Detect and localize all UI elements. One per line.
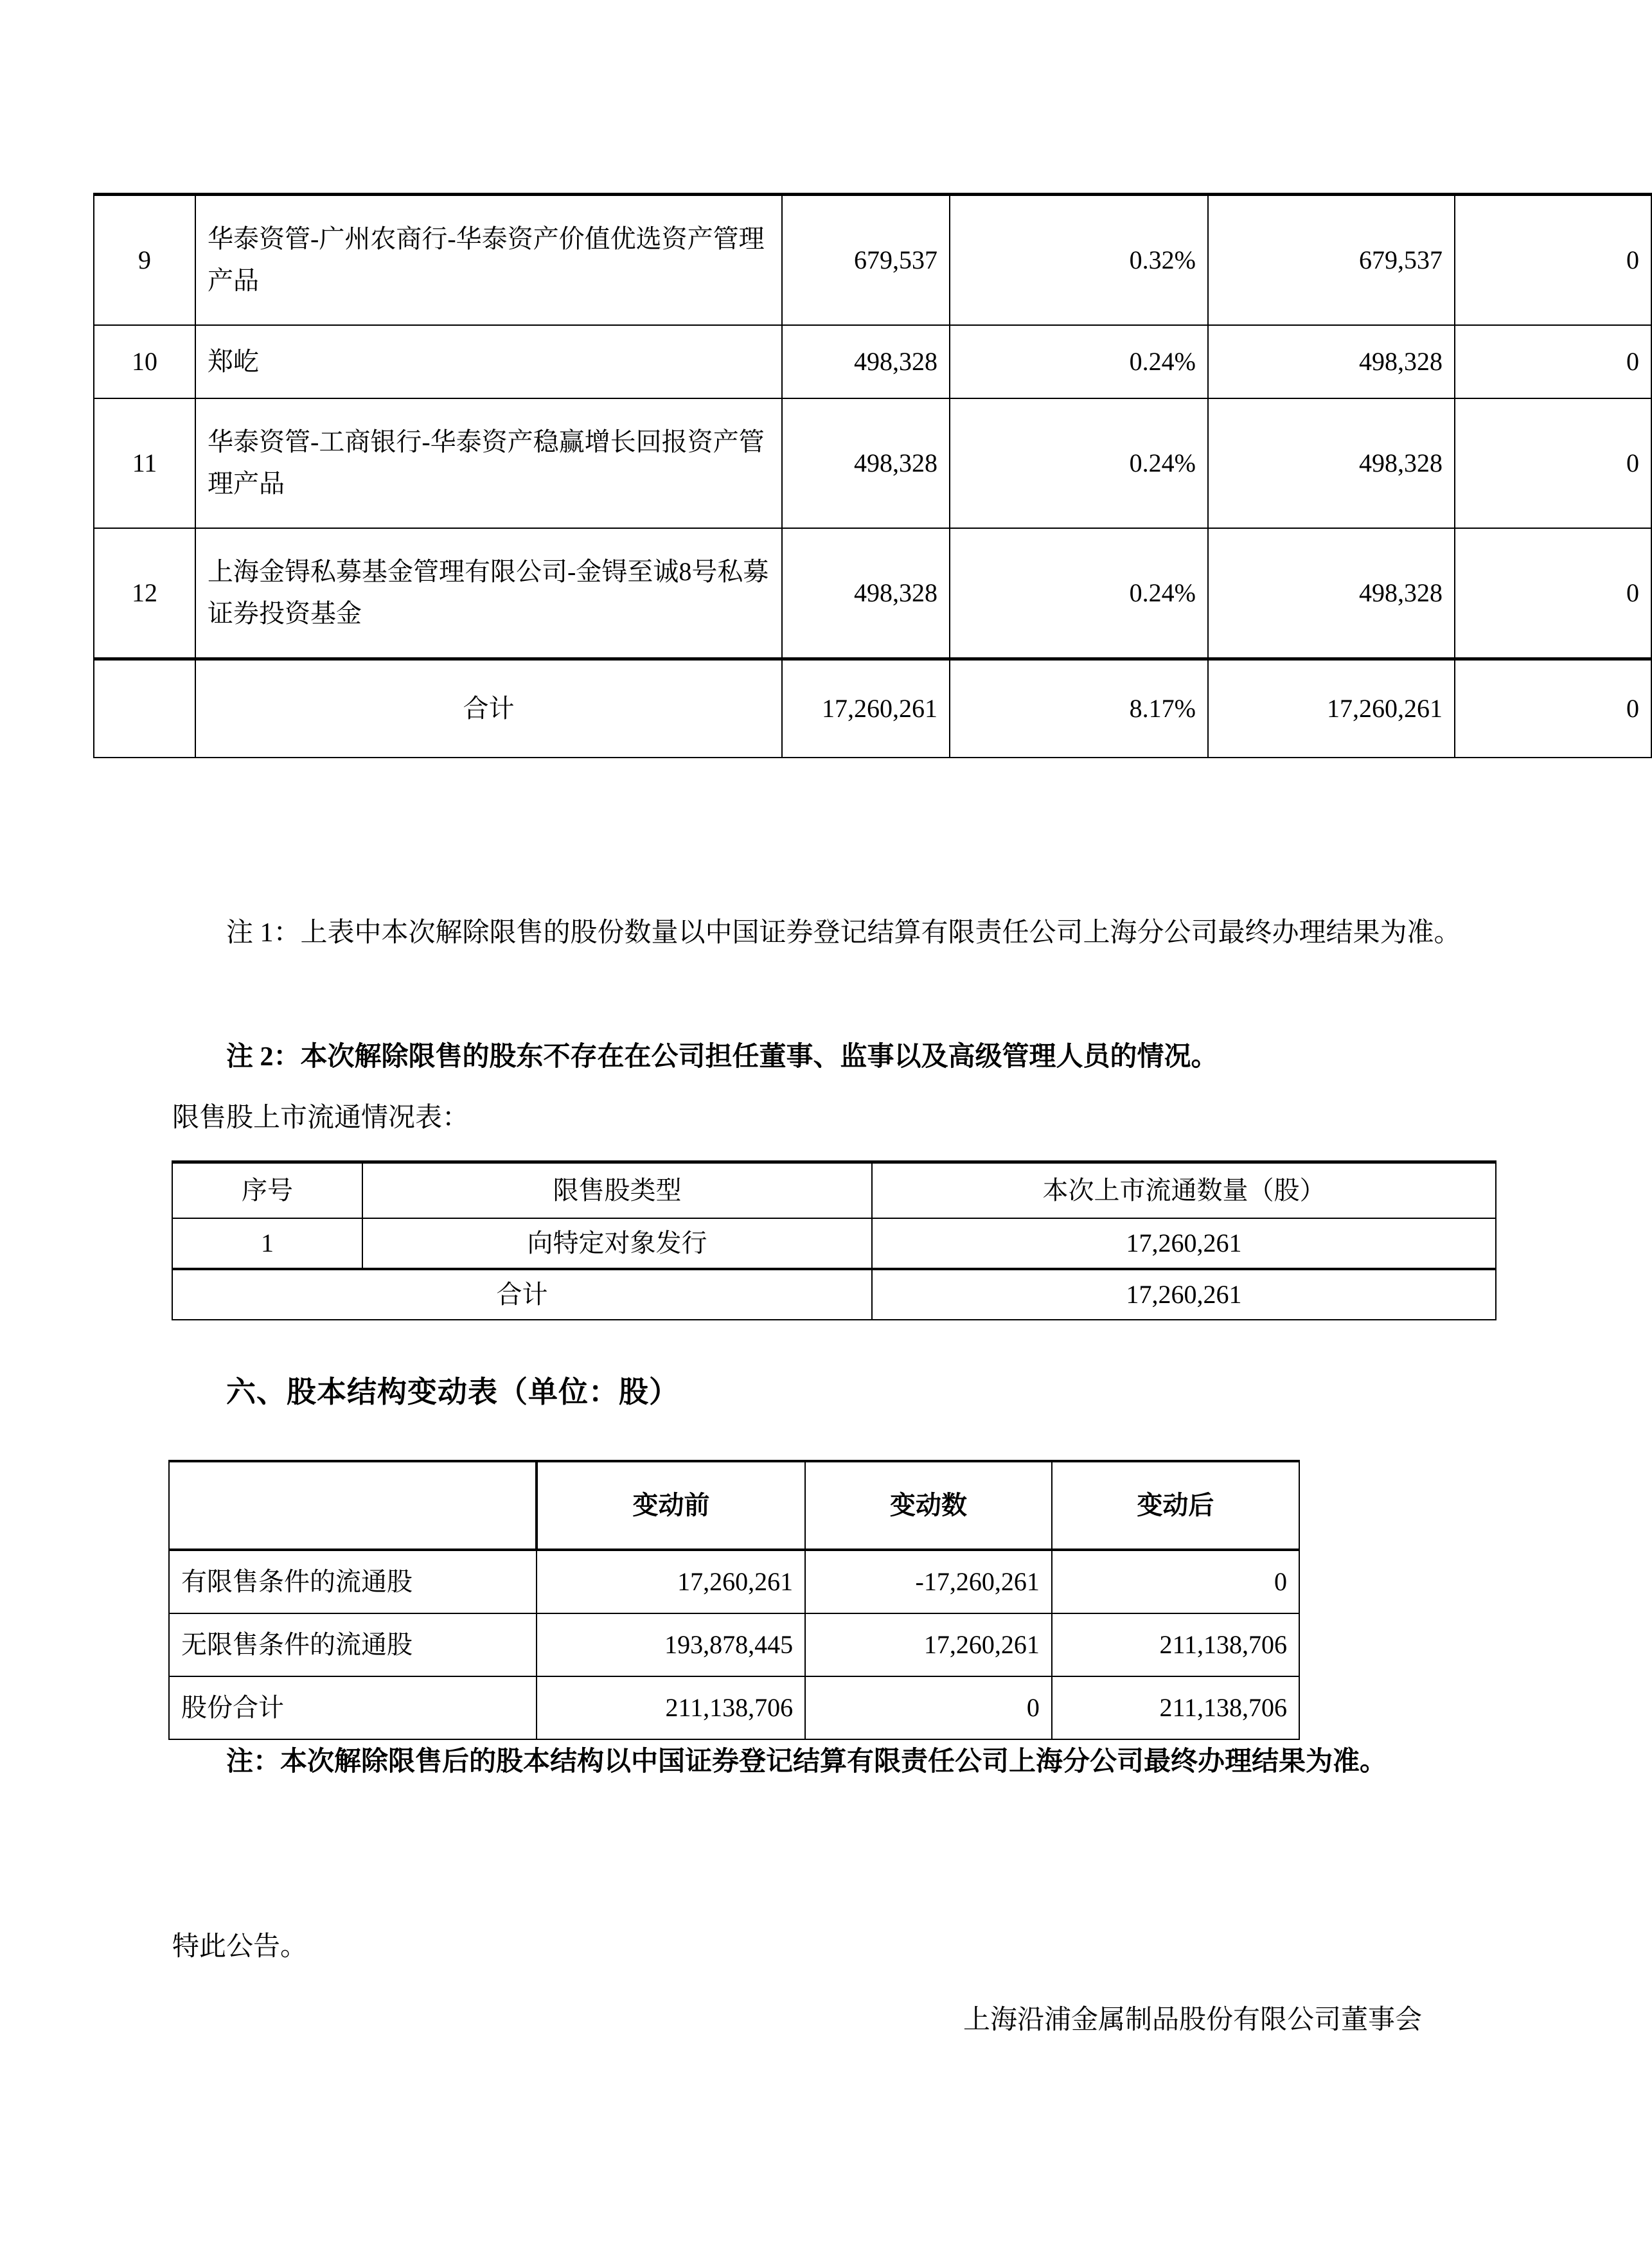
row-remaining: 0 — [1455, 398, 1651, 528]
total-remaining: 0 — [1455, 659, 1651, 758]
row-released: 498,328 — [1208, 398, 1455, 528]
column-header-amount: 本次上市流通数量（股） — [872, 1162, 1496, 1219]
table-row — [172, 1218, 1496, 1269]
row-after: 0 — [1052, 1550, 1299, 1613]
row-remaining: 0 — [1455, 325, 1651, 398]
total-spacer — [94, 659, 195, 758]
row-index: 9 — [94, 195, 195, 326]
note-2: 注 2：本次解除限售的股东不存在在公司担任董事、监事以及高级管理人员的情况。 — [226, 1042, 1218, 1072]
table-total-row — [94, 659, 1651, 758]
row-label: 无限售条件的流通股 — [169, 1613, 537, 1676]
total-label: 合计 — [172, 1269, 872, 1320]
row-before: 211,138,706 — [537, 1676, 805, 1739]
table-row — [94, 528, 1651, 659]
row-amount: 17,260,261 — [872, 1218, 1496, 1269]
note-3: 注：本次解除限售后的股本结构以中国证券登记结算有限责任公司上海分公司最终办理结果为准。 — [226, 1747, 1387, 1777]
table-header-row — [169, 1461, 1299, 1550]
total-label: 合计 — [195, 659, 782, 758]
announcement-closing: 特此公告。 — [172, 1932, 308, 1962]
table-row — [169, 1550, 1299, 1613]
row-percent: 0.24% — [950, 528, 1208, 659]
row-shares: 498,328 — [782, 398, 950, 528]
column-header-index: 序号 — [172, 1162, 362, 1219]
total-percent: 8.17% — [950, 659, 1208, 758]
row-released: 679,537 — [1208, 195, 1455, 326]
row-type: 向特定对象发行 — [362, 1218, 872, 1269]
row-percent: 0.24% — [950, 325, 1208, 398]
row-before: 193,878,445 — [537, 1613, 805, 1676]
row-released: 498,328 — [1208, 325, 1455, 398]
column-header-after: 变动后 — [1052, 1461, 1299, 1550]
row-percent: 0.32% — [950, 195, 1208, 326]
note-1: 注 1：上表中本次解除限售的股份数量以中国证券登记结算有限责任公司上海分公司最终办理结果为准。 — [226, 918, 1461, 948]
circulation-table — [172, 1160, 1497, 1320]
row-index: 10 — [94, 325, 195, 398]
row-shares: 498,328 — [782, 528, 950, 659]
column-header-blank — [169, 1461, 537, 1550]
row-shares: 498,328 — [782, 325, 950, 398]
row-after: 211,138,706 — [1052, 1613, 1299, 1676]
table-row — [94, 398, 1651, 528]
row-holder-name: 华泰资管-广州农商行-华泰资产价值优选资产管理产品 — [195, 195, 782, 326]
row-label: 有限售条件的流通股 — [169, 1550, 537, 1613]
shareholder-release-table — [93, 193, 1652, 758]
row-label: 股份合计 — [169, 1676, 537, 1739]
table-total-row — [172, 1269, 1496, 1320]
share-structure-table — [168, 1460, 1300, 1740]
row-holder-name: 华泰资管-工商银行-华泰资产稳赢增长回报资产管理产品 — [195, 398, 782, 528]
row-shares: 679,537 — [782, 195, 950, 326]
row-index: 12 — [94, 528, 195, 659]
table-row — [94, 325, 1651, 398]
row-holder-name: 郑屹 — [195, 325, 782, 398]
total-released: 17,260,261 — [1208, 659, 1455, 758]
total-shares: 17,260,261 — [782, 659, 950, 758]
column-header-change: 变动数 — [805, 1461, 1052, 1550]
circulation-table-caption: 限售股上市流通情况表： — [172, 1103, 470, 1133]
row-remaining: 0 — [1455, 528, 1651, 659]
row-remaining: 0 — [1455, 195, 1651, 326]
table-header-row — [172, 1162, 1496, 1219]
section-heading-share-structure: 六、股本结构变动表（单位：股） — [226, 1376, 679, 1408]
row-change: 0 — [805, 1676, 1052, 1739]
table-row — [169, 1676, 1299, 1739]
row-before: 17,260,261 — [537, 1550, 805, 1613]
row-index: 1 — [172, 1218, 362, 1269]
row-percent: 0.24% — [950, 398, 1208, 528]
row-change: -17,260,261 — [805, 1550, 1052, 1613]
row-after: 211,138,706 — [1052, 1676, 1299, 1739]
total-amount: 17,260,261 — [872, 1269, 1496, 1320]
row-holder-name: 上海金锝私募基金管理有限公司-金锝至诚8号私募证券投资基金 — [195, 528, 782, 659]
row-change: 17,260,261 — [805, 1613, 1052, 1676]
row-index: 11 — [94, 398, 195, 528]
table-row — [169, 1613, 1299, 1676]
row-released: 498,328 — [1208, 528, 1455, 659]
signoff-company-board: 上海沿浦金属制品股份有限公司董事会 — [963, 2005, 1422, 2035]
column-header-type: 限售股类型 — [362, 1162, 872, 1219]
table-row — [94, 195, 1651, 326]
column-header-before: 变动前 — [537, 1461, 805, 1550]
